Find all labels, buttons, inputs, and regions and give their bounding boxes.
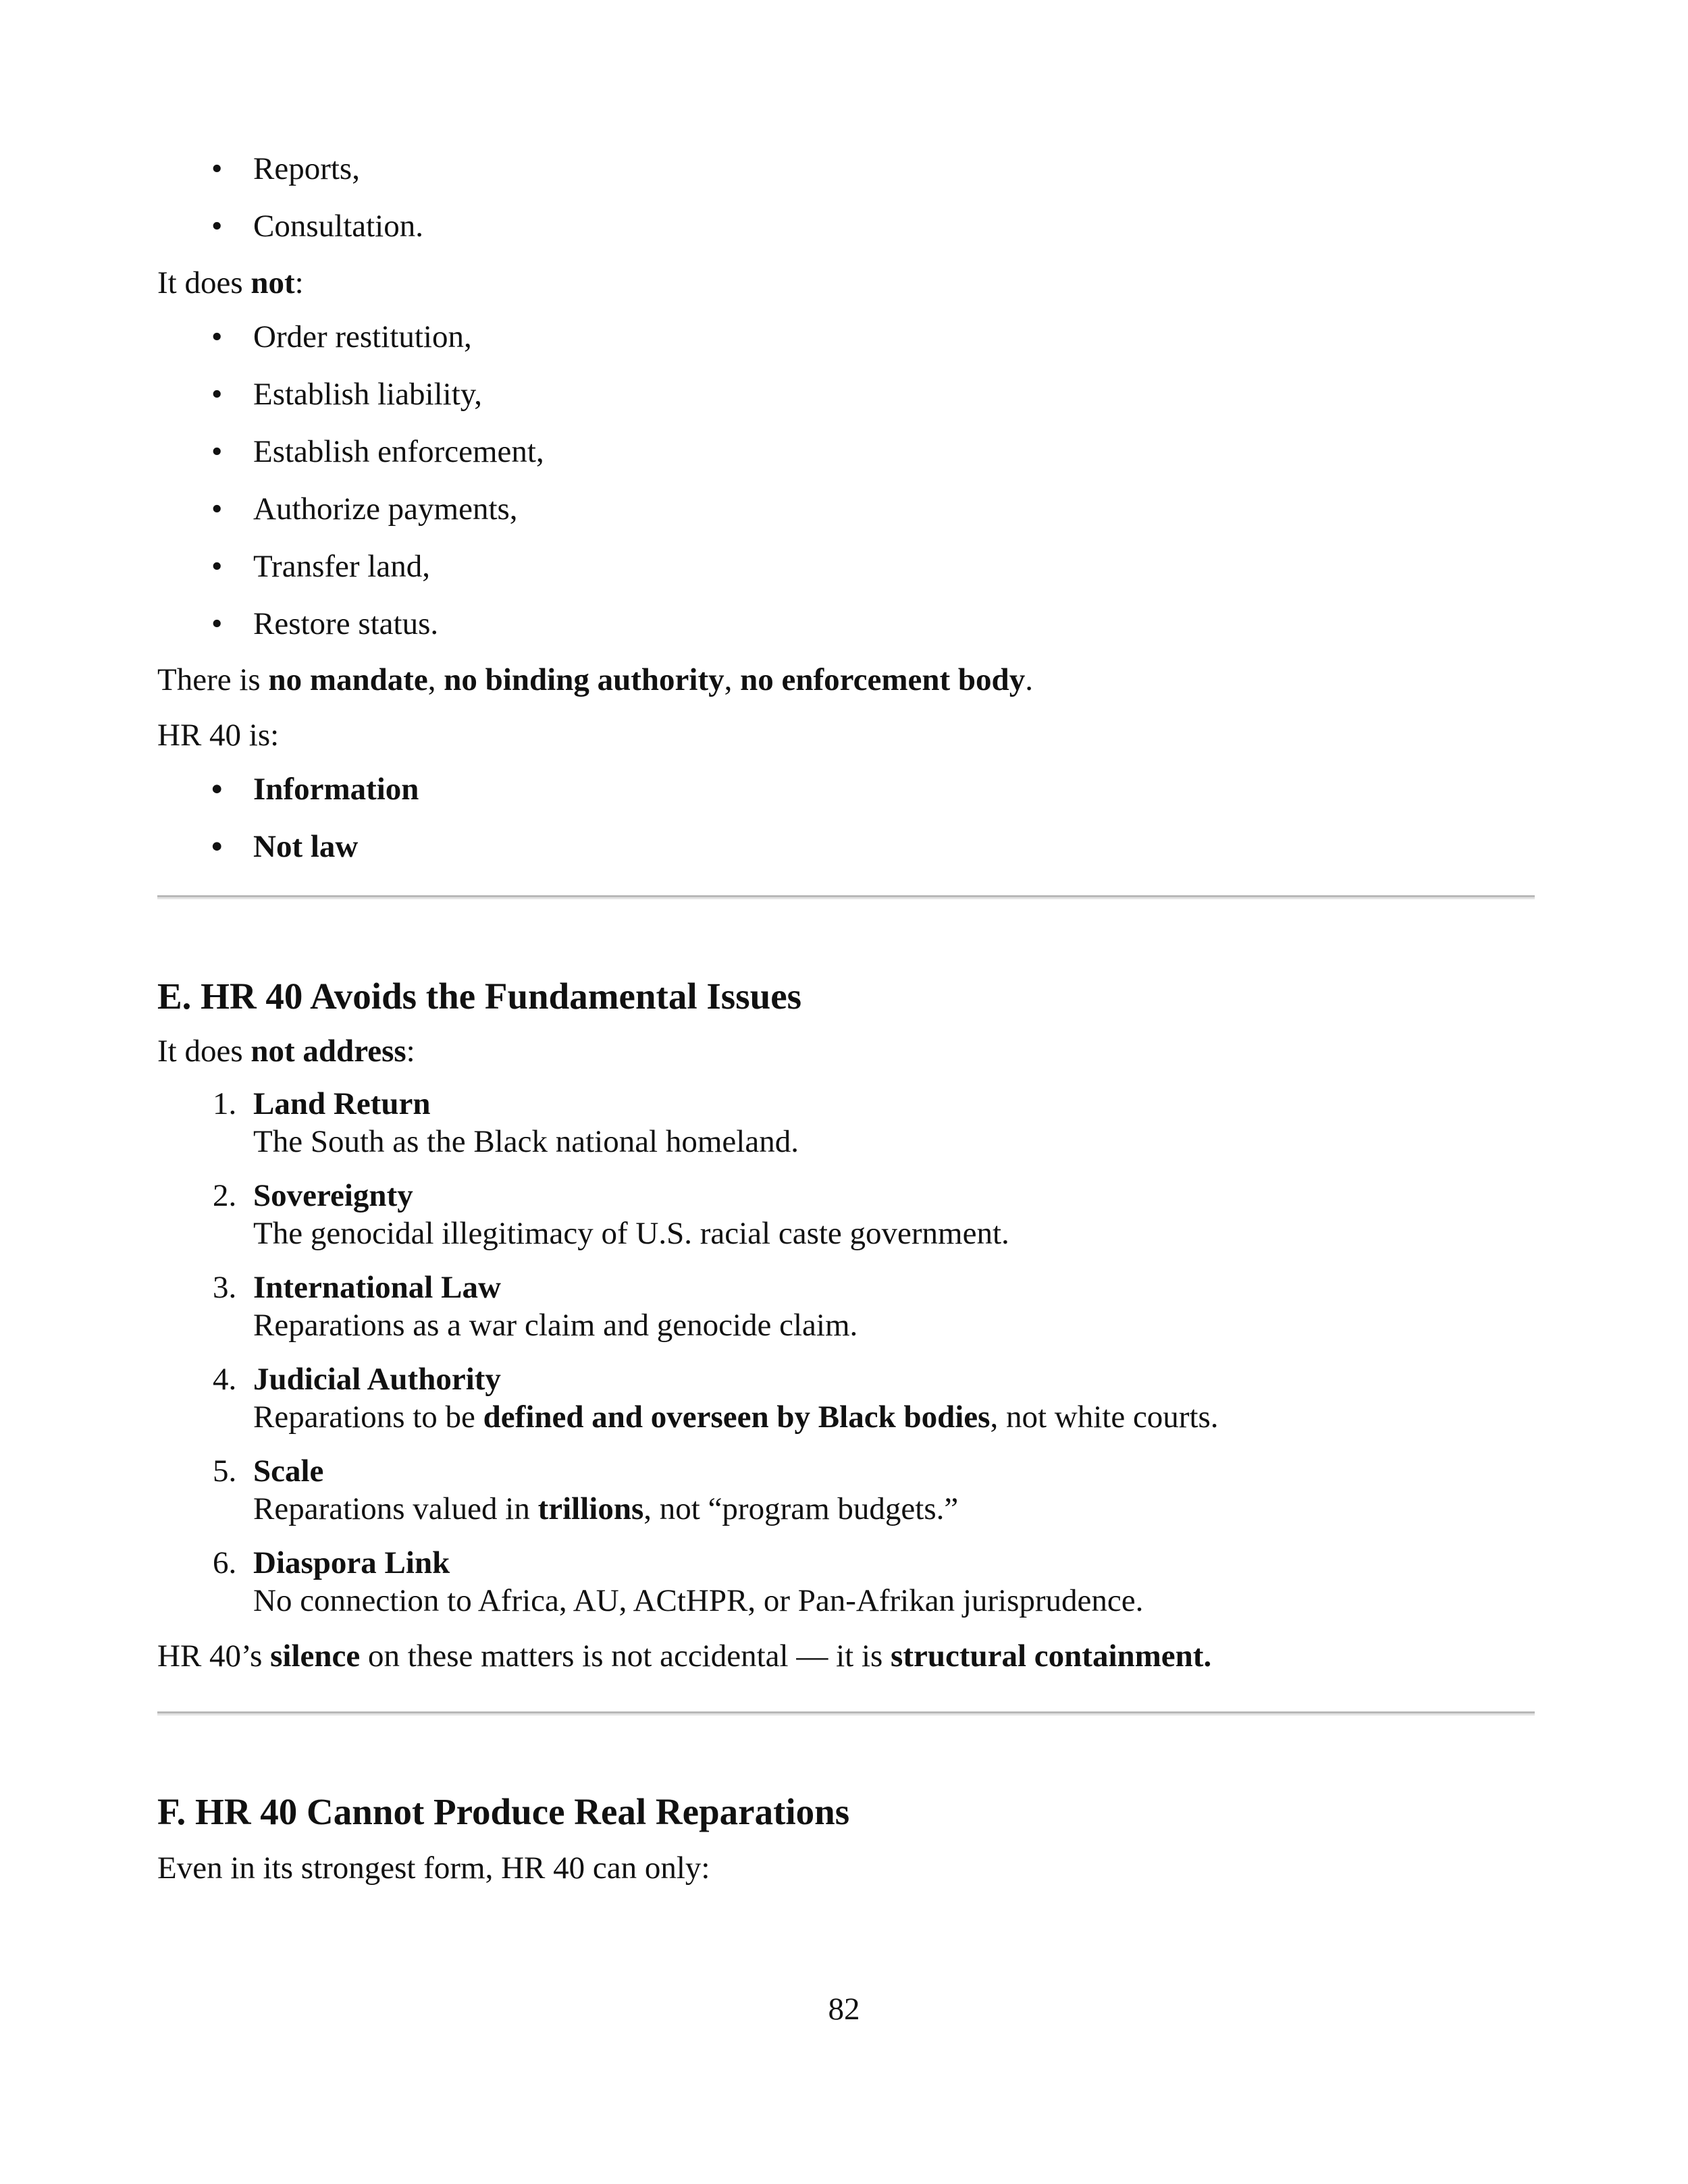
list-item <box>211 207 1535 245</box>
hr40-is-paragraph: HR 40 is: <box>157 718 280 753</box>
list-item: 6. Diaspora Link No connection to Africa, AU, ACtHPR, or Pan-Afrikan jurisprudence. <box>253 1544 1535 1620</box>
issue-title: International Law <box>253 1270 501 1305</box>
list-item <box>211 828 1535 865</box>
bullet-icon: • <box>211 491 223 527</box>
list-item <box>211 770 1535 808</box>
list-item-text: Reports, <box>253 151 360 186</box>
page-content <box>157 150 1535 1887</box>
section-e-heading: E. HR 40 Avoids the Fundamental Issues <box>157 976 802 1017</box>
list-item: 4. Judicial Authority Reparations to be defined and overseen by Black bodies, not white courts. <box>253 1360 1535 1436</box>
issue-description: The genocidal illegitimacy of U.S. racial caste government. <box>253 1216 1009 1251</box>
does-not-list <box>157 318 1535 643</box>
bullet-icon: • <box>211 209 223 244</box>
list-item <box>211 548 1535 585</box>
bullet-icon: • <box>211 377 223 412</box>
list-item-text: Establish enforcement, <box>253 434 544 469</box>
issue-description: Reparations to be defined and overseen by Black bodies, not white courts. <box>253 1400 1219 1435</box>
list-item-text: Consultation. <box>253 209 423 244</box>
section-e-closing: HR 40’s silence on these matters is not accidental — it is structural containment. <box>157 1639 1212 1674</box>
list-item: 5. Scale Reparations valued in trillions, not “program budgets.” <box>253 1452 1535 1528</box>
list-item <box>211 375 1535 413</box>
issue-description: Reparations as a war claim and genocide claim. <box>253 1308 858 1343</box>
issue-title: Land Return <box>253 1086 431 1121</box>
list-item <box>211 318 1535 356</box>
list-item-text: Order restitution, <box>253 319 472 354</box>
list-item-text: Not law <box>253 829 359 864</box>
list-item-text: Information <box>253 772 419 807</box>
list-item <box>211 150 1535 188</box>
bullet-icon: • <box>211 434 223 469</box>
list-item: 3. International Law Reparations as a war claim and genocide claim. <box>253 1269 1535 1344</box>
hr40-is-list <box>157 770 1535 865</box>
list-item-text: Authorize payments, <box>253 491 518 527</box>
list-item: 2. Sovereignty The genocidal illegitimacy of U.S. racial caste government. <box>253 1177 1535 1252</box>
list-item-text: Restore status. <box>253 606 439 641</box>
issue-description: No connection to Africa, AU, ACtHPR, or Pan-Afrikan jurisprudence. <box>253 1583 1144 1618</box>
list-item-text: Transfer land, <box>253 549 430 584</box>
list-item <box>211 433 1535 471</box>
issue-title: Sovereignty <box>253 1178 413 1213</box>
does-not-paragraph: It does not: <box>157 265 304 300</box>
section-e-intro: It does not address: <box>157 1034 415 1069</box>
bullet-icon: • <box>211 772 223 807</box>
section-f-heading: F. HR 40 Cannot Produce Real Reparations <box>157 1791 850 1832</box>
mandate-paragraph: There is no mandate, no binding authority, no enforcement body. <box>157 662 1033 697</box>
bullet-icon: • <box>211 319 223 354</box>
issue-description: The South as the Black national homeland. <box>253 1124 799 1159</box>
issue-title: Diaspora Link <box>253 1545 450 1580</box>
page-number: 82 <box>828 1992 860 2027</box>
list-item <box>211 490 1535 528</box>
bullet-icon: • <box>211 151 223 186</box>
list-item: 1. Land Return The South as the Black national homeland. <box>253 1085 1535 1161</box>
bullet-icon: • <box>211 829 223 864</box>
bullet-icon: • <box>211 549 223 584</box>
bullet-icon: • <box>211 606 223 641</box>
issue-description: Reparations valued in trillions, not “program budgets.” <box>253 1491 959 1526</box>
issue-title: Judicial Authority <box>253 1362 501 1397</box>
issue-title: Scale <box>253 1454 324 1489</box>
section-f-intro: Even in its strongest form, HR 40 can only: <box>157 1850 710 1886</box>
list-item <box>211 605 1535 643</box>
fundamental-issues-list <box>157 1085 1535 1620</box>
functions-list <box>157 150 1535 245</box>
list-item-text: Establish liability, <box>253 377 482 412</box>
